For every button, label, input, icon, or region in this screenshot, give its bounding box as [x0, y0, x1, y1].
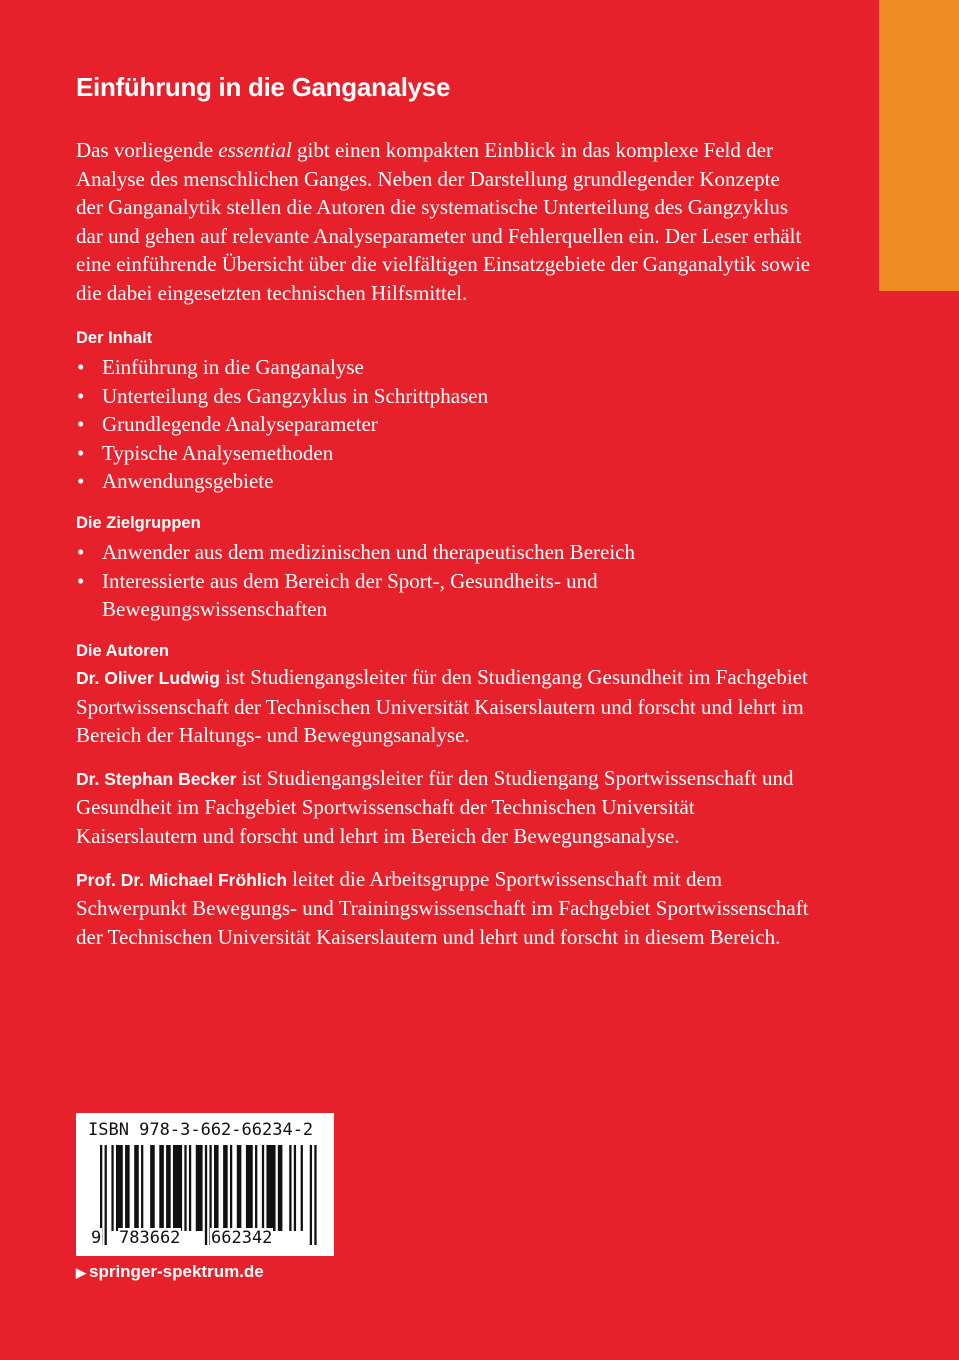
barcode-bar: [173, 1145, 182, 1231]
author-bio-text: leitet die Arbeitsgruppe Sportwissenschaft mit dem Schwerpunkt Bewegungs- und Trainingswissenschaft im Fachgebiet Sportwissenschaft der Technischen Universität Kaiserslautern und lehrt und forscht in diesem Bereich.: [76, 866, 809, 949]
barcode-bar: [184, 1145, 186, 1231]
barcode-bar: [237, 1145, 242, 1231]
bullet-dot: •: [77, 469, 85, 494]
zielgruppen-heading: Die Zielgruppen: [76, 514, 201, 532]
bullet-dot: •: [77, 355, 85, 379]
author-name: Prof. Dr. Michael Fröhlich: [76, 869, 288, 890]
barcode-bar: [159, 1145, 164, 1231]
barcode-digits-left: 783662: [119, 1228, 181, 1248]
barcode-bar: [301, 1145, 303, 1231]
list-item: [76, 439, 816, 468]
barcode-bar: [196, 1145, 203, 1231]
orange-accent-tab: [879, 0, 959, 291]
barcode-bar: [166, 1145, 171, 1231]
barcode-bar: [230, 1145, 232, 1231]
list-item-text: Anwender aus dem medizinischen und therapeutischen Bereich: [102, 540, 635, 564]
barcode-bar: [189, 1145, 191, 1231]
barcode-bar: [125, 1145, 130, 1231]
barcode-bar: [278, 1145, 283, 1231]
barcode-bar: [134, 1145, 139, 1231]
intro-paragraph: [76, 136, 811, 308]
barcode-bar: [289, 1145, 291, 1231]
list-item: [76, 538, 816, 567]
author-name: Dr. Oliver Ludwig: [76, 668, 220, 688]
barcode-bar: [214, 1145, 219, 1231]
barcode-bar: [141, 1145, 143, 1231]
bullet-dot: •: [77, 440, 85, 465]
inhalt-heading: Der Inhalt: [76, 329, 153, 347]
list-item: [76, 467, 816, 496]
barcode-bar: [314, 1145, 316, 1245]
author-bio-becker: [76, 764, 816, 851]
intro-text-rest: gibt einen kompakten Einblick in das komplexe Feld der Analyse des menschlichen Ganges. Neben der Darstellung grundlegender Konzepte der Ganganalytik stellen die Autoren die systematische Unterteilung des Gangzyklus dar und gehen auf relevante Analyseparameter und Fehlerquellen ein. Der Leser erhält eine einführende Übersicht über die vielfältigen Einsatzgebiete der Ganganalytik sowie die dabei eingesetzten technischen Hilfsmittel.: [76, 138, 811, 305]
list-item: [76, 410, 816, 439]
barcode-bar: [266, 1145, 275, 1231]
list-item: [76, 567, 662, 624]
inhalt-list: [76, 353, 816, 496]
barcode-bar: [255, 1145, 257, 1231]
section-zielgruppen: [76, 512, 816, 624]
barcode-bar: [223, 1145, 228, 1231]
isbn-label: ISBN 978-3-662-66234-2: [88, 1120, 314, 1140]
bullet-dot: •: [77, 540, 85, 564]
barcode-bar: [246, 1145, 253, 1231]
barcode-bar: [111, 1145, 113, 1231]
autoren-heading: Die Autoren: [76, 642, 169, 660]
barcode-bar: [116, 1145, 123, 1231]
list-item-text: Typische Analysemethoden: [102, 440, 334, 465]
list-item-text: Einführung in die Ganganalyse: [102, 355, 364, 379]
author-bio-froehlich: [76, 865, 816, 952]
barcode-bar: [262, 1145, 264, 1231]
section-autoren: [76, 640, 816, 951]
zielgruppen-list: [76, 538, 816, 624]
list-item-text: Anwendungsgebiete: [102, 469, 274, 494]
publisher-url[interactable]: [76, 1262, 264, 1282]
intro-text-start: Das vorliegende: [76, 138, 219, 162]
bullet-dot: •: [77, 412, 85, 437]
publisher-url-text: springer-spektrum.de: [89, 1262, 264, 1281]
list-item-text: Unterteilung des Gangzyklus in Schrittphasen: [102, 383, 489, 408]
list-item-text: Interessierte aus dem Bereich der Sport-, Gesundheits- und Bewegungswissenschaften: [102, 568, 598, 622]
author-bio-ludwig: [76, 663, 816, 750]
barcode-bar: [310, 1145, 312, 1245]
barcode-bar: [205, 1145, 207, 1245]
intro-emphasis: essential: [218, 138, 292, 162]
author-bio-text: ist Studiengangsleiter für den Studiengang Gesundheit im Fachgebiet Sportwissenschaft der Technischen Universität Kaiserslautern und forscht und lehrt im Bereich der Haltungs- und Bewegungsanalyse.: [76, 665, 808, 748]
bullet-dot: •: [77, 383, 85, 408]
barcode-bar: [294, 1145, 296, 1231]
list-item-text: Grundlegende Analyseparameter: [102, 412, 378, 437]
bullet-dot: •: [77, 568, 85, 593]
list-item: [76, 382, 816, 411]
barcode-digits-right: 662342: [211, 1228, 273, 1248]
isbn-barcode: [76, 1113, 334, 1256]
author-bio-text: ist Studiengangsleiter für den Studiengang Sportwissenschaft und Gesundheit im Fachgebiet Sportwissenschaft der Technischen Universität Kaiserslautern und forscht und lehrt im Bereich der Bewegungsanalyse.: [76, 765, 794, 848]
barcode-bar: [150, 1145, 155, 1231]
list-item: [76, 353, 816, 382]
barcode-digit-first: 9: [91, 1228, 102, 1248]
author-name: Dr. Stephan Becker: [76, 768, 237, 789]
book-title: Einführung in die Ganganalyse: [76, 72, 451, 102]
section-inhalt: [76, 327, 816, 496]
barcode-bar: [105, 1145, 107, 1245]
arrow-right-icon: ▶: [76, 1265, 86, 1280]
